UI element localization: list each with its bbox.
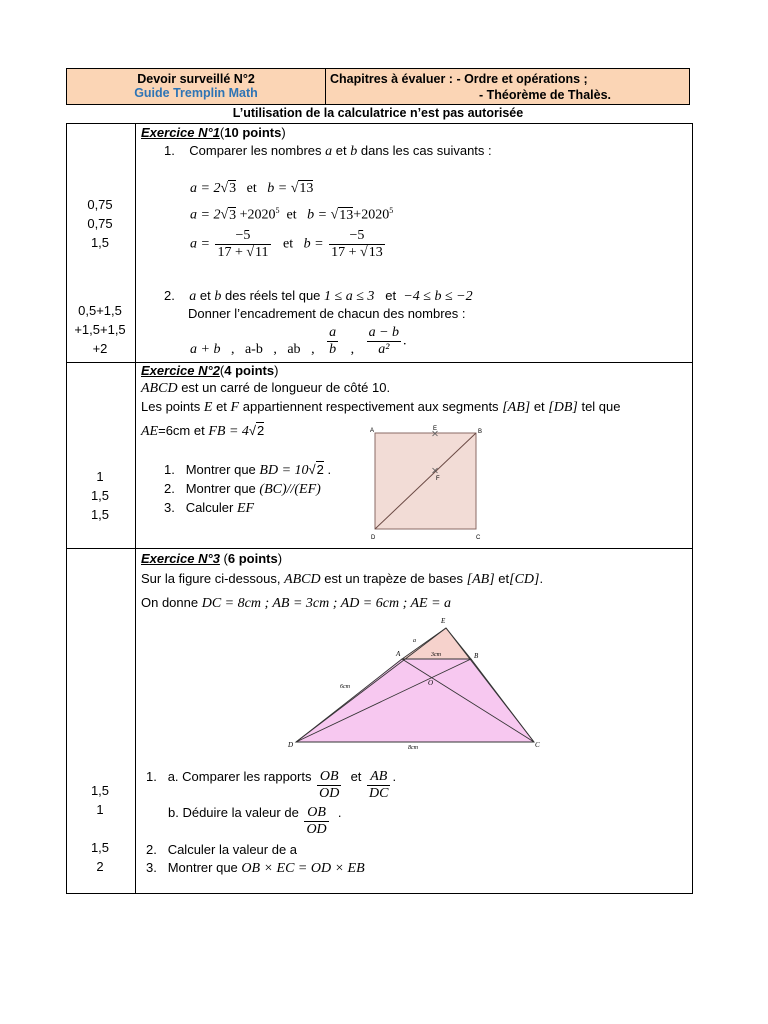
ex2-points: 4 points xyxy=(224,363,275,378)
ex1-case3 xyxy=(190,228,387,261)
radicand: 2 xyxy=(316,462,324,477)
pt-value: 1 xyxy=(96,469,104,484)
math: EF xyxy=(237,501,255,516)
inequality: −4 ≤ b ≤ −2 xyxy=(403,289,473,304)
ex2-q1: 1. Montrer que BD = 10√2 . xyxy=(164,462,332,478)
text: et xyxy=(498,571,510,586)
inequality: 1 ≤ a ≤ 3 xyxy=(324,289,375,304)
text: est un trapèze de bases xyxy=(324,571,464,586)
math-fb: FB = 4 xyxy=(208,424,249,439)
fraction-ob-od xyxy=(304,805,328,838)
denominator: 17 + xyxy=(217,245,243,260)
trapezoid-figure xyxy=(284,612,540,752)
ex1-points-a xyxy=(66,195,134,252)
et: et xyxy=(350,768,362,784)
q-text: b. Déduire la valeur de xyxy=(168,804,299,820)
var-f: F xyxy=(230,400,240,415)
ex2-heading: Exercice N°2(4 points) xyxy=(141,363,279,378)
label-f: F xyxy=(436,476,440,482)
pt-value: 1,5 xyxy=(90,783,110,798)
label-d: D xyxy=(371,535,376,541)
ex3-line1: Sur la figure ci-dessous, ABCD est un trapèze de bases [AB] et[CD]. xyxy=(141,571,544,587)
math-ae: AE xyxy=(141,424,159,439)
q-text: Montrer que xyxy=(167,860,238,875)
segment-ab: [AB] xyxy=(466,572,495,587)
ex3-q2 xyxy=(146,841,365,859)
ex2-points xyxy=(66,467,134,524)
term: +2020 xyxy=(353,207,390,223)
denominator: 17 + xyxy=(331,245,357,260)
ex3-q1a: 1. a. Comparer les rapports $\frac{OB}{OD}$ et $\frac{AB}{DC}$ . xyxy=(146,768,397,801)
fraction-a-over-b xyxy=(327,325,338,358)
text: et xyxy=(533,399,545,414)
ex3-points xyxy=(66,781,134,876)
dot: . xyxy=(403,333,407,349)
label-c: C xyxy=(476,535,481,541)
text: Sur la figure ci-dessous, xyxy=(141,571,281,586)
header-box xyxy=(66,68,690,105)
math-abcd: ABCD xyxy=(141,381,178,396)
q-text: des réels tel que xyxy=(225,288,321,303)
chapters-line2: - Théorème de Thalès. xyxy=(479,88,611,102)
ex3-heading: Exercice N°3 (6 points) xyxy=(141,551,283,566)
pt-value: +2 xyxy=(92,341,108,356)
comma: , xyxy=(311,341,315,357)
denominator: OD xyxy=(319,786,340,801)
q-number: 2. xyxy=(164,481,175,496)
ex1-case2: $a = 2√3 +2020^5$ et $b = √13+2020^5$ xyxy=(190,206,394,223)
numerator: OB xyxy=(304,805,328,822)
ex1-points-b xyxy=(66,301,134,358)
radicand: 13 xyxy=(368,245,383,260)
q-number: 1. xyxy=(146,768,157,784)
expr: b = xyxy=(267,181,288,196)
ex3-q3 xyxy=(146,859,365,878)
label-len-dc: 8cm xyxy=(408,745,418,751)
q-text: Comparer les nombres xyxy=(189,143,322,158)
exam-title: Devoir surveillé N°2 xyxy=(137,72,255,86)
fraction: $\frac{-5}{17 + √11}$ xyxy=(217,228,269,260)
et: et xyxy=(286,207,297,223)
text: est un carré de longueur de côté 10. xyxy=(181,380,391,395)
q-text: dans les cas suivants : xyxy=(360,143,492,158)
denominator: a² xyxy=(378,342,390,357)
text: =6cm et xyxy=(158,423,205,438)
segment-ab: [AB] xyxy=(502,400,531,415)
segment-db: [DB] xyxy=(548,400,578,415)
pt-value: 1,5 xyxy=(90,488,110,503)
q-text: et xyxy=(199,288,211,303)
square-figure xyxy=(366,425,496,545)
exponent: 5 xyxy=(275,206,280,215)
numerator: a xyxy=(329,325,337,340)
pt-value: 1 xyxy=(96,802,104,817)
label-b: B xyxy=(478,429,483,435)
numerator: OB xyxy=(317,769,341,786)
pt-value: 2 xyxy=(96,859,104,874)
q-number: 1. xyxy=(164,143,175,158)
pt-value: 0,75 xyxy=(87,197,113,212)
math-givens: DC = 8cm ; AB = 3cm ; AD = 6cm ; AE = a xyxy=(201,596,452,611)
q-number: 1. xyxy=(164,462,175,477)
var-a: a xyxy=(189,289,197,304)
numerator: a − b xyxy=(368,325,400,340)
ex1-q1 xyxy=(164,143,492,160)
segment-cd: [CD] xyxy=(509,572,540,587)
radicand: 3 xyxy=(229,207,237,223)
label-e: E xyxy=(433,426,438,432)
math: (BC)//(EF) xyxy=(259,482,321,497)
ex1-case1: a = 2√3 et b = √13 xyxy=(190,181,314,196)
pt-value: 1,5 xyxy=(90,840,110,855)
var-b: b xyxy=(214,289,222,304)
q-text: Montrer que xyxy=(185,462,256,477)
ex2-line2 xyxy=(141,399,621,416)
ex2-line3: AE=6cm et FB = 4√2 xyxy=(141,423,265,439)
fraction: $\frac{-5}{17 + √13}$ xyxy=(331,228,383,260)
q-text: a. Comparer les rapports xyxy=(167,768,312,784)
ex2-q2 xyxy=(164,480,331,499)
label-e: E xyxy=(441,617,446,625)
expr: a = xyxy=(190,236,210,252)
et: et xyxy=(283,236,294,252)
ex3-q2-q3 xyxy=(146,841,365,878)
label-len-a: a xyxy=(413,638,416,644)
text: On donne xyxy=(141,595,199,610)
ex1-title: Exercice N°1 xyxy=(141,125,220,140)
denominator: DC xyxy=(369,786,389,801)
label-o: O xyxy=(428,679,434,687)
q-number: 3. xyxy=(146,860,157,875)
expr-diff: a-b xyxy=(244,341,263,357)
comma: , xyxy=(230,341,235,357)
ex2-line1 xyxy=(141,380,390,397)
ex3-q1b: b. Déduire la valeur de $\frac{OB}{OD}$ . xyxy=(168,804,342,837)
label-c: C xyxy=(535,741,540,749)
numerator: −5 xyxy=(215,228,270,245)
ex1-q2-line2: Donner l’encadrement de chacun des nombres : xyxy=(188,306,466,321)
q-number: 2. xyxy=(164,288,175,303)
radicand: 3 xyxy=(229,181,237,196)
ex3-points: 6 points xyxy=(227,551,278,566)
radicand: 2 xyxy=(257,423,265,438)
exponent: 5 xyxy=(389,206,394,215)
text: et xyxy=(216,399,227,414)
ex1-points: 10 points xyxy=(224,125,282,140)
text: tel que xyxy=(581,399,621,414)
expr-prod: ab xyxy=(287,341,301,357)
expr: b = xyxy=(303,236,324,252)
trapezoid-abcd xyxy=(296,659,534,742)
ex2-questions xyxy=(164,461,331,518)
label-a: A xyxy=(396,650,401,658)
radicand: 13 xyxy=(299,181,314,196)
expr: a = 2 xyxy=(190,207,221,223)
expr: a = 2 xyxy=(190,181,221,196)
comma: , xyxy=(350,341,355,357)
radicand: 13 xyxy=(339,207,354,223)
math: OB × EC = OD × EB xyxy=(241,861,365,876)
ex3-title: Exercice N°3 xyxy=(141,551,220,566)
ex1-expressions xyxy=(190,325,407,358)
var-b: b xyxy=(350,144,358,159)
expr-sum: a + b xyxy=(190,341,221,357)
chapters-line1: Chapitres à évaluer : - Ordre et opérations ; xyxy=(330,72,588,86)
pt-value: +1,5+1,5 xyxy=(74,322,126,337)
pt-spacer xyxy=(66,819,134,838)
pt-value: 0,75 xyxy=(87,216,113,231)
q-text: et xyxy=(335,143,347,158)
radicand: 11 xyxy=(255,245,269,260)
fraction-ob-od xyxy=(317,769,341,802)
ex1-q2 xyxy=(164,288,473,305)
q-text: Calculer la valeur de a xyxy=(167,842,298,857)
q-number: 2. xyxy=(146,842,157,857)
term: +2020 xyxy=(239,207,276,223)
pt-value: 1,5 xyxy=(90,235,110,250)
denominator: OD xyxy=(306,822,327,837)
label-len-ad: 6cm xyxy=(340,684,350,690)
q-text: Montrer que xyxy=(185,481,256,496)
numerator: AB xyxy=(367,769,390,786)
et: et xyxy=(385,288,397,303)
fraction-ab-dc xyxy=(367,769,390,802)
text: Les points xyxy=(141,399,201,414)
ex2-title: Exercice N°2 xyxy=(141,363,220,378)
fraction-amb-over-a2 xyxy=(367,325,401,358)
label-b: B xyxy=(474,652,479,660)
q-number: 3. xyxy=(164,500,175,515)
math-abcd: ABCD xyxy=(284,572,321,587)
pt-value: 1,5 xyxy=(90,507,110,522)
expr: b = xyxy=(307,207,328,223)
var-e: E xyxy=(203,400,213,415)
numerator: −5 xyxy=(329,228,385,245)
comma: , xyxy=(273,341,277,357)
row-divider-2 xyxy=(66,548,693,549)
pt-value: 0,5+1,5 xyxy=(78,303,122,318)
header-left xyxy=(67,69,326,104)
brand-name: Guide Tremplin Math xyxy=(134,86,258,100)
denominator: b xyxy=(329,342,337,357)
var-a: a xyxy=(325,144,333,159)
math: BD = 10 xyxy=(259,463,309,478)
et: et xyxy=(246,181,257,196)
ex3-line2 xyxy=(141,595,451,612)
label-a: A xyxy=(370,428,375,434)
text: appartiennent respectivement aux segments xyxy=(242,399,499,414)
calculator-notice: L’utilisation de la calculatrice n’est pas autorisée xyxy=(232,106,524,120)
q-text: Calculer xyxy=(185,500,234,515)
header-right xyxy=(325,69,689,104)
label-d: D xyxy=(288,741,294,749)
ex1-heading: Exercice N°1(10 points) xyxy=(141,125,286,140)
label-len-ab: 3cm xyxy=(431,652,441,658)
ex2-q3 xyxy=(164,499,331,518)
